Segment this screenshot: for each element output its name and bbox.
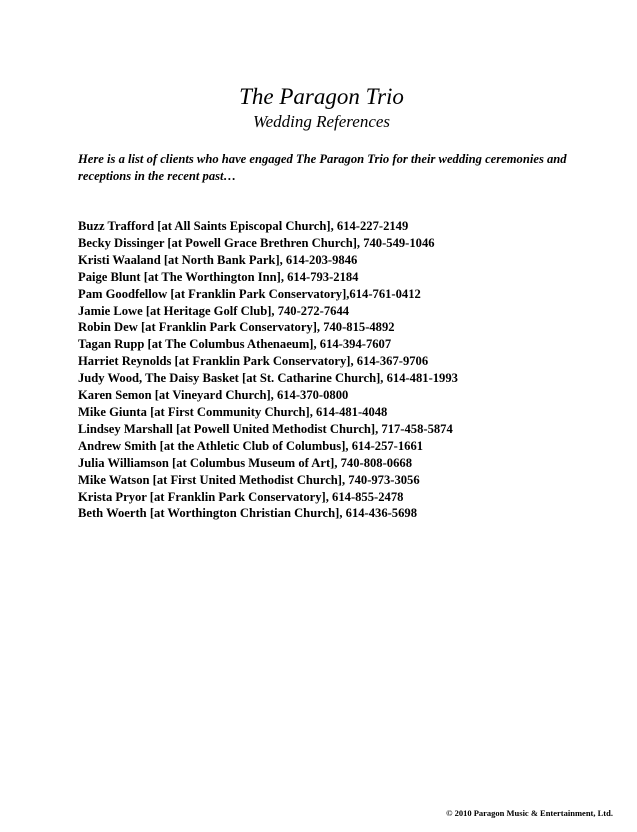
reference-item: Paige Blunt [at The Worthington Inn], 614-793-2184 xyxy=(78,269,359,284)
reference-item: Buzz Trafford [at All Saints Episcopal Church], 614-227-2149 xyxy=(78,219,409,233)
reference-item: Judy Wood, The Daisy Basket [at St. Catharine Church], 614-481-1993 xyxy=(78,371,458,386)
reference-item: Karen Semon [at Vineyard Church], 614-370-0800 xyxy=(78,388,349,403)
reference-item: Lindsey Marshall [at Powell United Methodist Church], 717-458-5874 xyxy=(78,421,453,436)
reference-item: Beth Woerth [at Worthington Christian Church], 614-436-5698 xyxy=(78,506,417,521)
reference-item: Andrew Smith [at the Athletic Club of Columbus], 614-257-1661 xyxy=(78,438,424,453)
reference-item: Tagan Rupp [at The Columbus Athenaeum], 614-394-7607 xyxy=(78,337,392,352)
document-title: The Paragon Trio xyxy=(239,84,404,109)
document-subtitle: Wedding References xyxy=(252,112,391,131)
reference-item: Jamie Lowe [at Heritage Golf Club], 740-272-7644 xyxy=(78,303,350,318)
reference-list xyxy=(78,218,598,522)
reference-item: Julia Williamson [at Columbus Museum of Art], 740-808-0668 xyxy=(78,455,412,470)
reference-item: Robin Dew [at Franklin Park Conservatory], 740-815-4892 xyxy=(78,320,395,335)
reference-item: Mike Watson [at First United Methodist Church], 740-973-3056 xyxy=(78,472,420,487)
reference-item: Krista Pryor [at Franklin Park Conservatory], 614-855-2478 xyxy=(78,489,404,504)
reference-item: Mike Giunta [at First Community Church], 614-481-4048 xyxy=(78,404,388,419)
reference-item: Pam Goodfellow [at Franklin Park Conservatory],614-761-0412 xyxy=(78,286,421,301)
copyright-footer: © 2010 Paragon Music & Entertainment, Ltd. xyxy=(446,808,613,818)
reference-item: Harriet Reynolds [at Franklin Park Conservatory], 614-367-9706 xyxy=(78,354,429,369)
intro-paragraph: Here is a list of clients who have engaged The Paragon Trio for their wedding ceremonies and receptions in the recent past… xyxy=(78,152,567,183)
reference-item: Becky Dissinger [at Powell Grace Brethren Church], 740-549-1046 xyxy=(78,235,435,250)
reference-item: Kristi Waaland [at North Bank Park], 614-203-9846 xyxy=(78,252,358,267)
